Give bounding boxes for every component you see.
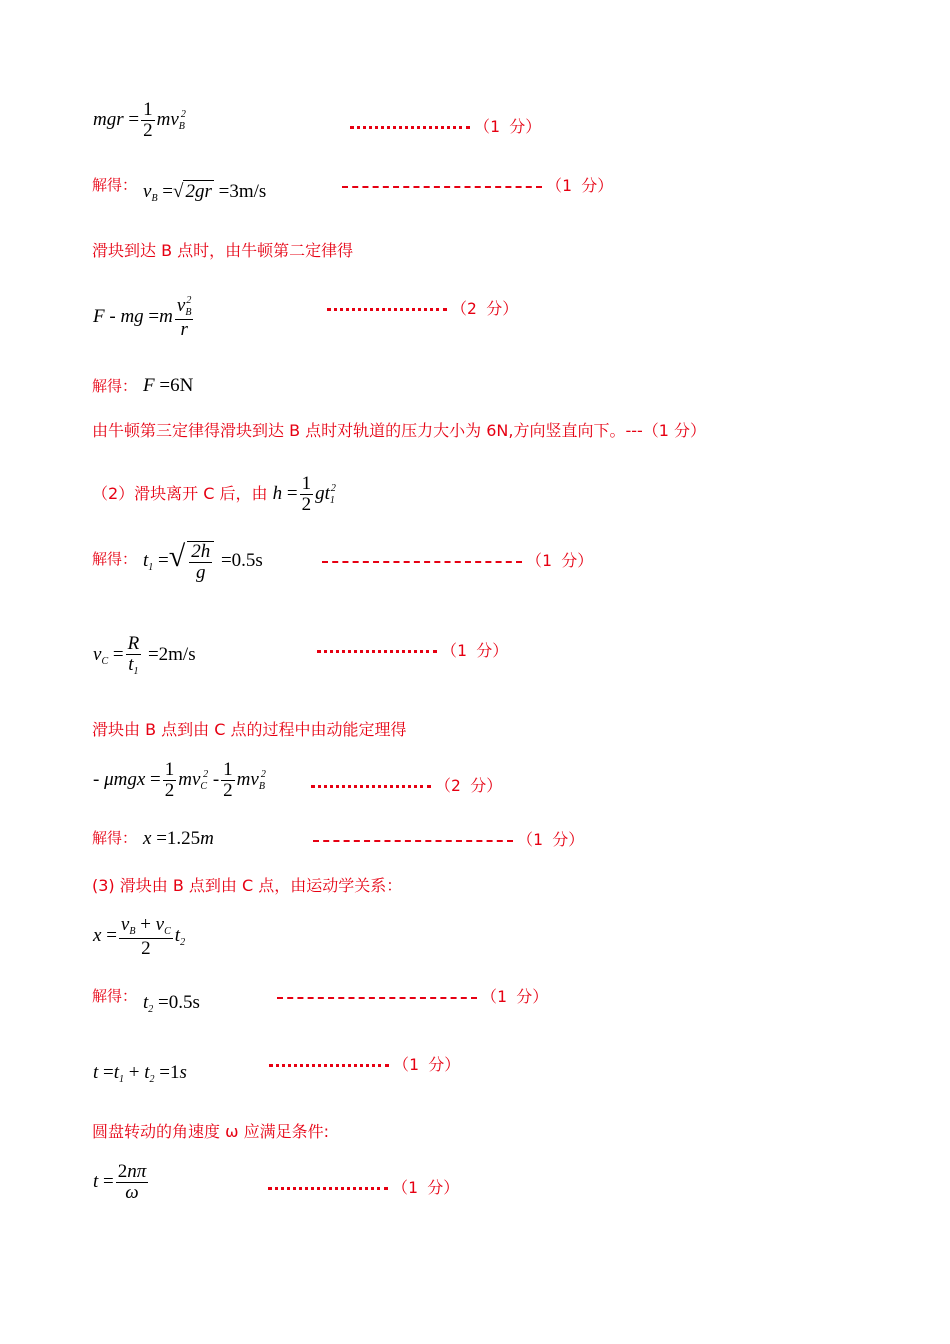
- score-marker: （1 分）: [268, 1175, 459, 1198]
- score-marker: （1 分）: [313, 827, 584, 850]
- equation-t1: $t_1$ =√ $\frac{2h}{g}$ =0.5s: [143, 540, 263, 583]
- equation-energy: - μmgx = $\frac{1}{2}$ $mv_C^2$ - $\frac{1}{2}$ $mv_B^2$: [93, 759, 266, 801]
- text-line: 圆盘转动的角速度 ω 应满足条件:: [92, 1122, 329, 1141]
- score-marker: （1 分）: [350, 114, 541, 137]
- text-line: 滑块到达 B 点时，由牛顿第二定律得: [92, 241, 354, 260]
- score-marker: （1 分）: [342, 173, 613, 196]
- equation-omega: t = $\frac{2n\pi}{\omega}$: [93, 1161, 147, 1203]
- equation-newton2: F - mg =m $\frac{v_B^2}{r}$: [93, 295, 192, 340]
- solve-label: 解得：: [92, 377, 138, 395]
- text-line: 由牛顿第三定律得滑块到达 B 点时对轨道的压力大小为 6N,方向竖直向下。---（1 分）: [92, 421, 707, 440]
- text-line: 滑块由 B 点到由 C 点的过程中由动能定理得: [92, 720, 407, 739]
- score-marker: （1 分）: [317, 638, 508, 661]
- score-marker: （1 分）: [269, 1052, 460, 1075]
- equation-vb: $v_B$ =√ 2gr =3m/s: [143, 181, 267, 204]
- solve-label: 解得：: [92, 176, 138, 194]
- equation-t-total: $t =t_1 + t_2 =1s$: [93, 1062, 187, 1085]
- equation-vc: $v_C$ = $\frac{R}{t_1}$ =2m/s: [93, 633, 196, 677]
- score-marker: （2 分）: [311, 773, 502, 796]
- text-line: (3) 滑块由 B 点到由 C 点，由运动学关系：: [92, 876, 403, 895]
- equation-F: F =6N: [143, 375, 194, 396]
- score-marker: （1 分）: [277, 984, 548, 1007]
- score-marker: （1 分）: [322, 548, 593, 571]
- text-line-2: （2）滑块离开 C 后，由: [92, 483, 268, 503]
- solve-label: 解得：: [92, 829, 138, 847]
- equation-kinematics: x = $\frac{v_B + v_C}{2}$ $t_2$: [93, 914, 186, 959]
- score-marker: （2 分）: [327, 296, 518, 319]
- solve-label: 解得：: [92, 987, 138, 1005]
- equation-mgr: mgr = $\frac{1}{2}$ $mv_B^2$: [93, 99, 186, 141]
- equation-x: x =1.25m: [143, 828, 214, 849]
- text-line: （2）滑块离开 C 后，由 h = $\frac{1}{2}$ $gt_1^2$: [92, 473, 336, 515]
- solve-label: 解得：: [92, 550, 138, 568]
- equation-t2: $t_2 =0.5s$: [143, 992, 200, 1015]
